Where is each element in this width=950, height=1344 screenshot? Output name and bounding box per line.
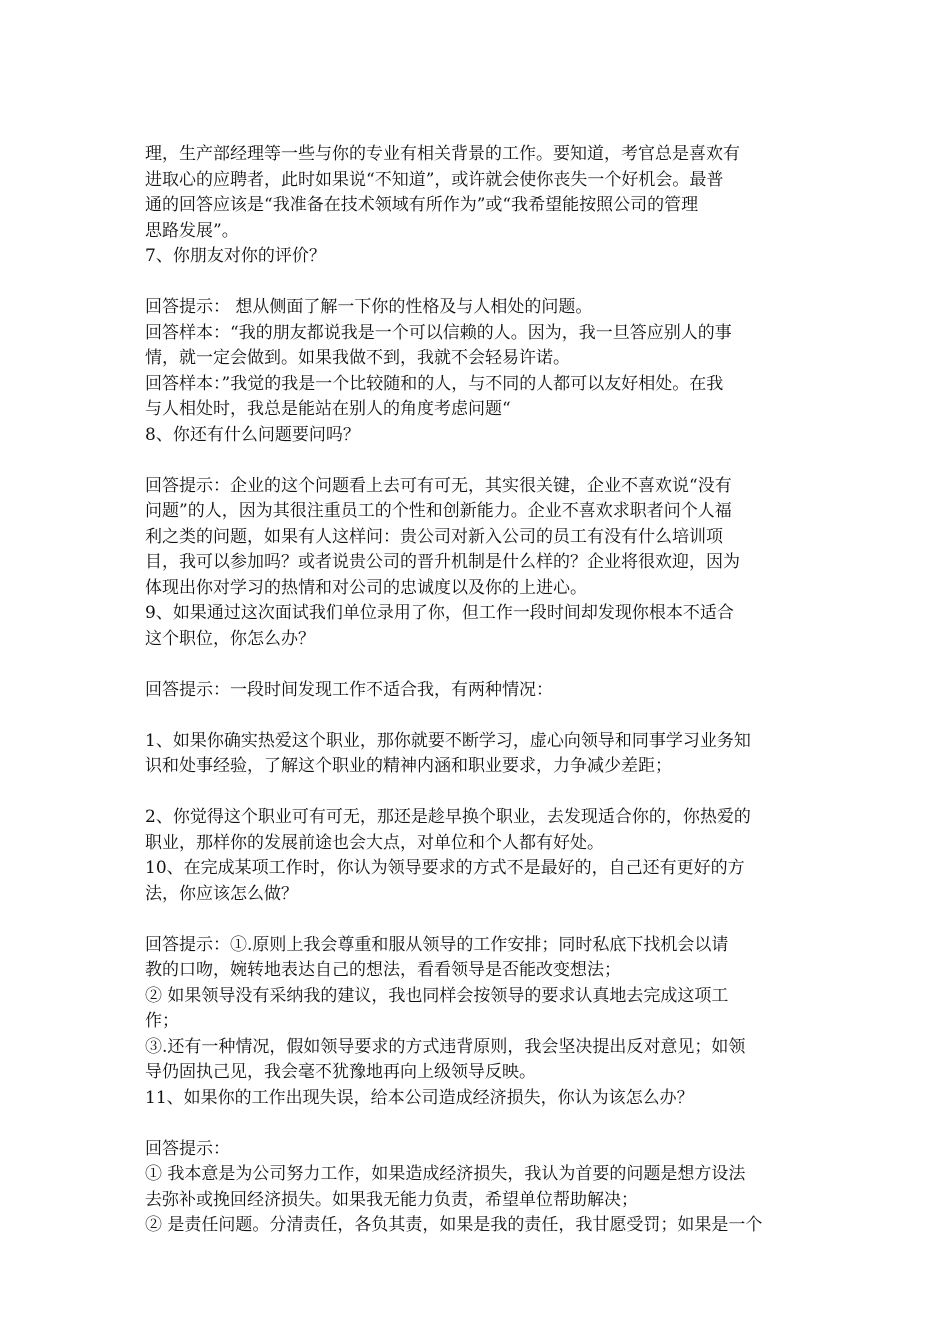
text-line: ③.还有一种情况，假如领导要求的方式违背原则，我会坚决提出反对意见；如领 xyxy=(145,1036,746,1057)
text-line: 目，我可以参加吗？或者说贵公司的晋升机制是什么样的？企业将很欢迎，因为 xyxy=(145,552,740,572)
text-line: 2、你觉得这个职业可有可无，那还是趁早换个职业，去发现适合你的，你热爱的 xyxy=(145,807,751,827)
blank-line xyxy=(145,780,815,806)
text-line: 去弥补或挽回经济损失。如果我无能力负责，希望单位帮助解决； xyxy=(145,1189,638,1210)
text-line: 思路发展”。 xyxy=(145,220,239,241)
text-line: 回答样本：“我的朋友都说我是一个可以信赖的人。因为，我一旦答应别人的事 xyxy=(145,322,732,343)
text-line: 7、你朋友对你的评价？ xyxy=(145,246,326,266)
text-line: 回答提示：企业的这个问题看上去可有可无，其实很关键，企业不喜欢说“没有 xyxy=(145,475,732,496)
text-line: 回答提示： xyxy=(145,1138,230,1159)
text-line: 通的回答应该是“我准备在技术领域有所作为”或“我希望能按照公司的管理 xyxy=(145,195,699,215)
text-line: 法，你应该怎么做？ xyxy=(145,883,298,904)
text-line: 1、如果你确实热爱这个职业，那你就要不断学习，虚心向领导和同事学习业务知 xyxy=(145,730,751,751)
text-line: 回答提示：一段时间发现工作不适合我，有两种情况： xyxy=(145,679,553,700)
blank-line xyxy=(145,652,815,678)
blank-line xyxy=(145,1111,815,1137)
text-line: 体现出你对学习的热情和对公司的忠诚度以及你的上进心。 xyxy=(145,577,587,598)
blank-line xyxy=(145,703,815,729)
text-line: ① 我本意是为公司努力工作，如果造成经济损失，我认为首要的问题是想方设法 xyxy=(145,1164,746,1184)
text-line: 回答样本：”我觉的我是一个比较随和的人，与不同的人都可以友好相处。在我 xyxy=(145,373,724,394)
text-line: 回答提示：①.原则上我会尊重和服从领导的工作安排；同时私底下找机会以请 xyxy=(145,934,729,955)
text-line: 职业，那样你的发展前途也会大点，对单位和个人都有好处。 xyxy=(145,832,604,853)
document-body xyxy=(145,142,815,1239)
text-line: 回答提示： 想从侧面了解一下你的性格及与人相处的问题。 xyxy=(145,297,593,317)
blank-line xyxy=(145,907,815,933)
blank-line xyxy=(145,270,815,296)
text-line: ② 如果领导没有采纳我的建议，我也同样会按领导的要求认真地去完成这项工 xyxy=(145,985,729,1006)
text-line: 8、你还有什么问题要问吗？ xyxy=(145,424,360,445)
text-line: 这个职位，你怎么办？ xyxy=(145,628,315,649)
text-line: 10、在完成某项工作时，你认为领导要求的方式不是最好的，自己还有更好的方 xyxy=(145,858,745,878)
text-line: 11、如果你的工作出现失误，给本公司造成经济损失，你认为该怎么办？ xyxy=(145,1087,694,1108)
text-line: 问题”的人，因为其很注重员工的个性和创新能力。企业不喜欢求职者问个人福 xyxy=(145,501,732,521)
text-line: 情，就一定会做到。如果我做不到，我就不会轻易许诺。 xyxy=(145,348,570,368)
text-line: 教的口吻，婉转地表达自己的想法，看看领导是否能改变想法； xyxy=(145,960,621,980)
text-line: 利之类的问题，如果有人这样问：贵公司对新入公司的员工有没有什么培训项 xyxy=(145,526,723,547)
text-line: 导仍固执己见，我会毫不犹豫地再向上级领导反映。 xyxy=(145,1062,536,1082)
text-line: 与人相处时，我总是能站在别人的角度考虑问题“ xyxy=(145,399,511,419)
text-line: 作； xyxy=(145,1011,179,1031)
text-line: 9、如果通过这次面试我们单位录用了你，但工作一段时间却发现你根本不适合 xyxy=(145,603,734,623)
text-line: ② 是责任问题。分清责任，各负其责，如果是我的责任，我甘愿受罚；如果是一个 xyxy=(145,1215,763,1235)
blank-line xyxy=(145,448,815,474)
text-line: 进取心的应聘者，此时如果说“不知道”，或许就会使你丧失一个好机会。最普 xyxy=(145,169,724,190)
text-line: 识和处事经验，了解这个职业的精神内涵和职业要求，力争减少差距； xyxy=(145,756,672,776)
text-line: 理，生产部经理等一些与你的专业有相关背景的工作。要知道，考官总是喜欢有 xyxy=(145,144,740,164)
